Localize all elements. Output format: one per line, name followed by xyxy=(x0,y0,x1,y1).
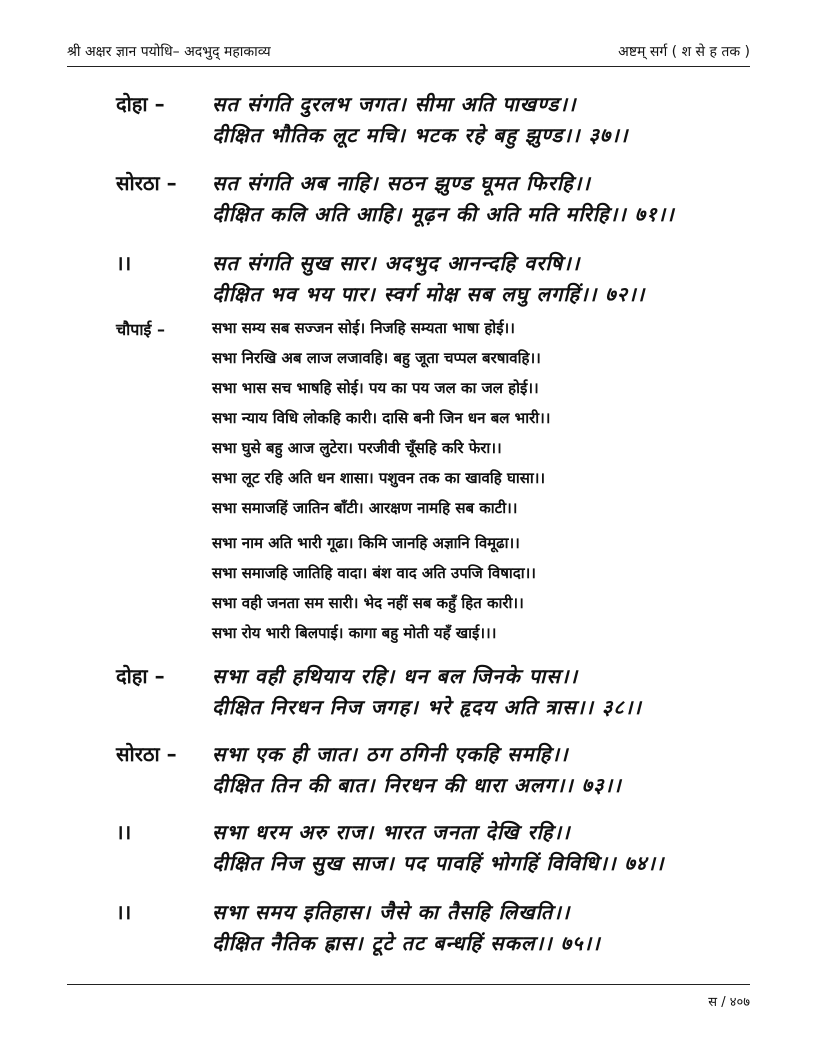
verse-line: सभा घुसे बहु आज लुटेरा। परजीवी चूँसहि करि फेरा।। xyxy=(212,439,502,457)
verse-line: सत संगति सुख सार। अदभुद आनन्दहि वरषि।। xyxy=(212,251,581,275)
footer-divider xyxy=(67,984,750,985)
verse-line: सभा नाम अति भारी गूढा। किमि जानहि अज्ञानि विमूढा।। xyxy=(212,534,520,552)
verse-line: सत संगति दुरलभ जगत। सीमा अति पाखण्ड।। xyxy=(212,92,577,116)
verse-line: दीक्षित भौतिक लूट मचि। भटक रहे बहु झुण्ड।। ३७।। xyxy=(212,123,629,147)
verse-line: दीक्षित नैतिक ह्रास। टूटे तट बन्धहिं सकल।। ७५।। xyxy=(212,931,601,955)
verse-line: दीक्षित निज सुख साज। पद पावहिं भोगहिं विविधि।। ७४।। xyxy=(212,851,665,875)
verse-label-repeat: ।। xyxy=(116,251,132,275)
verse-line: दीक्षित भव भय पार। स्वर्ग मोक्ष सब लघु लगहिं।। ७२।। xyxy=(212,282,646,306)
verse-label-sortha: सोरठा – xyxy=(116,742,177,766)
verse-line: सभा समाजहि जातिहि वादा। बंश वाद अति उपजि विषादा।। xyxy=(212,564,536,582)
verse-line: सभा रोय भारी बिलपाई। कागा बहु मोती यहँ खाई।।। xyxy=(212,624,497,642)
verse-line: दीक्षित तिन की बात। निरधन की धारा अलग।। ७३।। xyxy=(212,773,622,797)
verse-line: सभा समय इतिहास। जैसे का तैसहि लिखति।। xyxy=(212,900,571,924)
verse-line: सभा वही हथियाय रहि। धन बल जिनके पास।। xyxy=(212,664,579,688)
verse-line: सभा समाजहिं जातिन बाँटी। आरक्षण नामहि सब काटी।। xyxy=(212,499,518,517)
verse-line: सभा न्याय विधि लोकहि कारी। दासि बनी जिन धन बल भारी।। xyxy=(212,409,551,427)
verse-line: सभा लूट रहि अति धन शासा। पशुवन तक का खावहि घासा।। xyxy=(212,469,546,487)
verse-line: सभा एक ही जात। ठग ठगिनी एकहि समहि।। xyxy=(212,742,569,766)
verse-label-chaupai: चौपाई – xyxy=(116,320,165,339)
page-number: स / ४०७ xyxy=(708,995,750,1010)
verse-label-doha: दोहा – xyxy=(116,92,165,116)
verse-line: सभा सम्य सब सज्जन सोई। निजहि सम्यता भाषा होई।। xyxy=(212,319,515,337)
verse-line: सभा धरम अरु राज। भारत जनता देखि रहि।। xyxy=(212,820,571,844)
running-header-chapter: अष्टम् सर्ग ( श से ह तक ) xyxy=(618,44,750,60)
verse-line: दीक्षित कलि अति आहि। मूढ़न की अति मति मरिहि।। ७१।। xyxy=(212,202,675,226)
verse-label-sortha: सोरठा – xyxy=(116,171,177,195)
running-header-title: श्री अक्षर ज्ञान पयोधि– अदभुद् महाकाव्य xyxy=(67,44,271,60)
header-divider xyxy=(67,66,750,67)
verse-label-doha: दोहा – xyxy=(116,664,165,688)
verse-label-repeat: ।। xyxy=(116,900,132,924)
verse-line: सभा भास सच भाषहि सोई। पय का पय जल का जल होई।। xyxy=(212,379,539,397)
verse-line: सभा निरखि अब लाज लजावहि। बहु जूता चप्पल बरषावहि।। xyxy=(212,349,541,367)
verse-line: सत संगति अब नाहि। सठन झुण्ड घूमत फिरहि।। xyxy=(212,171,591,195)
verse-line: सभा वही जनता सम सारी। भेद नहीं सब कहुँ हित कारी।। xyxy=(212,594,524,612)
verse-line: दीक्षित निरधन निज जगह। भरे हृदय अति त्रास।। ३८।। xyxy=(212,695,642,719)
verse-label-repeat: ।। xyxy=(116,820,132,844)
